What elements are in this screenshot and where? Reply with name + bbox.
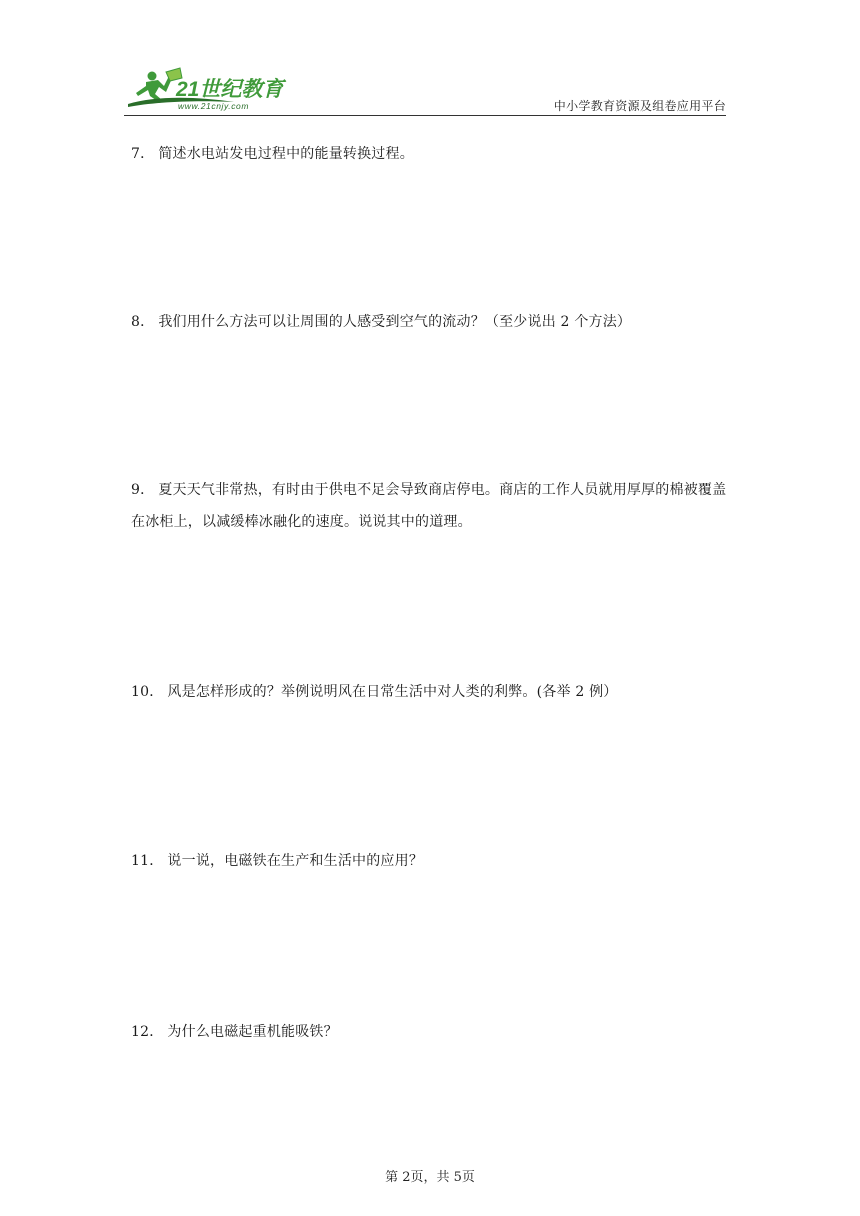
question-text: 为什么电磁起重机能吸铁？ <box>167 1024 338 1040</box>
header-divider <box>124 115 726 116</box>
question-number: 7． <box>131 146 155 162</box>
logo-graphic <box>124 66 294 112</box>
question-8 <box>131 306 733 338</box>
question-text: 风是怎样形成的？举例说明风在日常生活中对人类的利弊。(各举 2 例） <box>167 684 618 700</box>
question-number: 11． <box>131 853 164 869</box>
question-text: 我们用什么方法可以让周围的人感受到空气的流动？（至少说出 2 个方法） <box>158 314 632 330</box>
question-7 <box>131 138 733 170</box>
question-number: 10． <box>131 684 164 700</box>
question-text: 夏天天气非常热，有时由于供电不足会导致商店停电。商店的工作人员就用厚厚的棉被覆盖在冰柜上，以减缓棒冰融化的速度。说说其中的道理。 <box>131 482 727 530</box>
question-10 <box>131 676 733 708</box>
logo <box>124 66 294 112</box>
platform-tagline: 中小学教育资源及组卷应用平台 <box>553 99 726 113</box>
page-footer: 第 2页，共 5页 <box>385 1170 475 1185</box>
logo-text: 21世纪教育 <box>176 78 284 101</box>
question-9 <box>131 474 733 538</box>
question-11 <box>131 845 733 877</box>
page-header <box>124 66 726 116</box>
logo-url: www.21cnjy.com <box>178 101 250 111</box>
question-text: 说一说，电磁铁在生产和生活中的应用？ <box>167 853 424 869</box>
question-number: 9． <box>131 482 155 498</box>
question-12 <box>131 1016 733 1048</box>
question-number: 8． <box>131 314 155 330</box>
question-number: 12． <box>131 1024 164 1040</box>
question-text: 简述水电站发电过程中的能量转换过程。 <box>158 146 414 162</box>
